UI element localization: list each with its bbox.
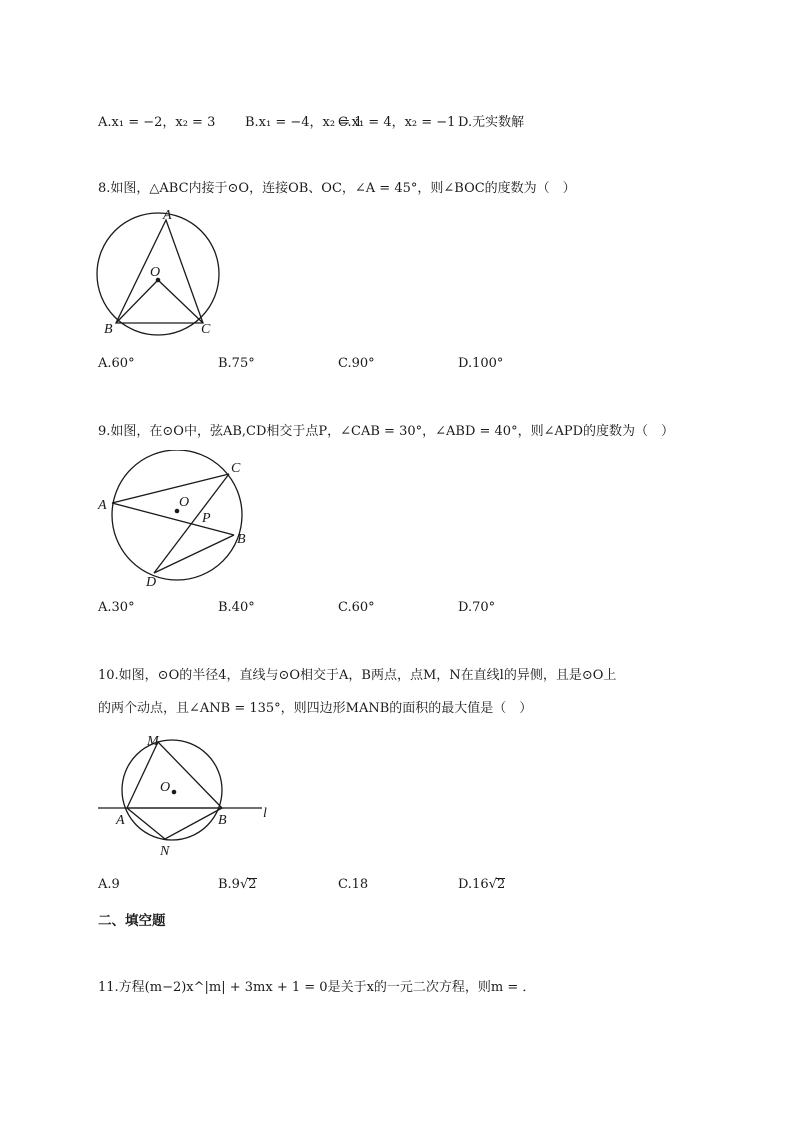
q9-text: 9.如图，在⊙O中，弦AB,CD相交于点P，∠CAB = 30°，∠ABD = 40°，则∠APD的度数为（ ） xyxy=(98,424,675,439)
q8-options xyxy=(98,356,698,376)
q8-label-o: O xyxy=(150,265,161,280)
q8-option-b: B.75° xyxy=(218,356,255,371)
q10-text-line1: 10.如图，⊙O的半径4，直线与⊙O相交于A，B两点，点M，N在直线l的异侧，且是⊙O上 xyxy=(98,668,617,683)
q10-figure xyxy=(90,728,290,863)
q9-figure xyxy=(90,450,260,595)
sqrt-sign-icon: √ xyxy=(239,877,249,892)
q10-options xyxy=(98,877,698,897)
q9-label-b: B xyxy=(237,532,246,547)
q10-option-b-label: B.9 xyxy=(218,877,240,892)
q9-circle xyxy=(112,450,242,580)
q9-label-c: C xyxy=(231,461,241,476)
q8-figure xyxy=(90,200,240,345)
q8-label-c: C xyxy=(201,322,211,337)
q10-center-dot xyxy=(172,790,177,795)
q9-option-b: B.40° xyxy=(218,600,255,615)
q8-option-c: C.90° xyxy=(338,356,375,371)
q10-option-d-label: D.16 xyxy=(458,877,489,892)
q10-option-d xyxy=(458,877,505,892)
q8-segment-ob xyxy=(116,280,158,323)
q10-option-b-radicand: 2 xyxy=(248,877,257,892)
section-title: 二、填空题 xyxy=(98,913,166,929)
q9-chord-cd xyxy=(154,474,229,573)
sqrt-sign-icon: √ xyxy=(488,877,497,892)
q9-chord-db xyxy=(154,535,234,573)
q11-text: 11.方程(m−2)x^|m| + 3mx + 1 = 0是关于x的一元二次方程，则m = ． xyxy=(98,980,536,995)
q9-label-p: P xyxy=(202,511,211,526)
q10-segments-anb xyxy=(127,808,222,839)
q7-option-b: B.x₁ = −4，x₂ = 1 xyxy=(245,115,363,130)
q7-option-d: D.无实数解 xyxy=(458,115,525,130)
q10-option-d-radicand: 2 xyxy=(496,877,506,892)
q9-options xyxy=(98,600,698,620)
q9-label-o: O xyxy=(179,495,190,510)
q9-option-d: D.70° xyxy=(458,600,496,615)
q8-option-a: A.60° xyxy=(98,356,135,371)
q8-label-b: B xyxy=(104,322,113,337)
q9-option-c: C.60° xyxy=(338,600,375,615)
q9-chord-ac xyxy=(112,474,229,503)
q10-text-line2: 的两个动点，且∠ANB = 135°，则四边形MANB的面积的最大值是（ ） xyxy=(98,701,533,716)
q10-option-b xyxy=(218,877,257,892)
q10-label-a: A xyxy=(116,813,125,828)
q10-circle xyxy=(122,740,222,840)
q9-option-a: A.30° xyxy=(98,600,135,615)
q10-option-a: A.9 xyxy=(98,877,120,892)
q7-options xyxy=(98,111,698,131)
q10-triangle-amb xyxy=(127,742,222,808)
q10-label-o: O xyxy=(160,780,171,795)
q8-segment-oc xyxy=(158,280,203,323)
q8-label-a: A xyxy=(163,208,172,223)
q8-option-d: D.100° xyxy=(458,356,504,371)
q7-option-c: C.x₁ = 4，x₂ = −1 xyxy=(338,115,456,130)
q10-label-b: B xyxy=(218,813,227,828)
q9-label-a: A xyxy=(98,498,107,513)
q10-label-m: M xyxy=(147,734,159,749)
q7-option-a: A.x₁ = −2，x₂ = 3 xyxy=(98,115,216,130)
q9-chord-ab xyxy=(112,503,234,535)
q10-label-n: N xyxy=(160,844,170,859)
q8-text: 8.如图，△ABC内接于⊙O，连接OB、OC，∠A = 45°，则∠BOC的度数为（ ） xyxy=(98,181,576,196)
q10-label-l: l xyxy=(263,806,267,821)
q9-label-d: D xyxy=(146,575,157,590)
q10-option-c: C.18 xyxy=(338,877,369,892)
